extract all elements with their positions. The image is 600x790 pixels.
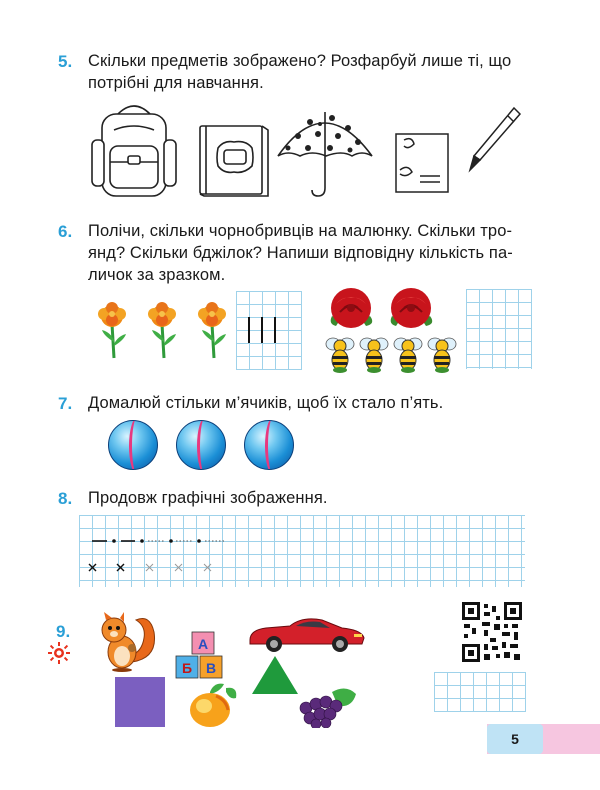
cube-letter-a: А (197, 636, 209, 652)
marigolds-group (92, 302, 234, 360)
backpack-icon[interactable] (88, 100, 180, 202)
rose-2 (391, 288, 433, 328)
page-number: 5 (487, 724, 543, 754)
cube-letter-b: Б (181, 660, 193, 676)
task-6-text (88, 220, 513, 286)
tally-marks-sample (236, 291, 302, 370)
purple-square-shape (115, 677, 165, 727)
marigold-2 (148, 302, 176, 358)
task-6-line-3: личок за зразком. (88, 266, 226, 284)
sun-icon (48, 642, 70, 664)
bee-4 (428, 338, 456, 373)
task-7-number: 7. (58, 394, 73, 413)
task-5-text (88, 50, 511, 94)
marigold-1 (98, 302, 126, 358)
grapes-icon (296, 686, 358, 728)
apple-icon (186, 682, 240, 728)
squirrel-icon (92, 612, 158, 672)
book-icon[interactable] (196, 122, 272, 198)
marigold-3 (198, 302, 226, 358)
rose-1 (331, 288, 373, 328)
ball-1 (108, 420, 158, 470)
page-number-tab (487, 724, 600, 754)
bee-2 (360, 338, 388, 373)
bees-group (324, 334, 464, 374)
bee-1 (326, 338, 354, 373)
task-5-line-2: потрібні для навчання. (88, 74, 264, 92)
umbrella-icon[interactable] (274, 104, 376, 200)
ball-2 (176, 420, 226, 470)
green-triangle-shape (250, 654, 300, 696)
answer-grid-task-9[interactable] (434, 672, 526, 712)
notebook-icon[interactable] (392, 130, 452, 196)
bee-3 (394, 338, 422, 373)
task-5-number: 5. (58, 52, 73, 71)
task-6-number: 6. (58, 222, 73, 241)
task-8-text: Продовж графічні зображення. (88, 489, 328, 507)
ball-3 (244, 420, 294, 470)
task-6-line-2: янд? Скільки бджілок? Напиши відповідну кількість па- (88, 244, 513, 262)
tally-grid-answer[interactable] (466, 289, 532, 369)
letter-cubes-icon (174, 630, 236, 682)
task-7-text: Домалюй стільки м’ячиків, щоб їх стало п’ять. (88, 394, 444, 412)
task-8-number: 8. (58, 489, 73, 508)
task-6-line-1: Полічи, скільки чорнобривців на малюнку. Скільки тро- (88, 222, 513, 240)
task-5-line-1: Скільки предметів зображено? Розфарбуй лише ті, що (88, 52, 512, 70)
pattern-samples (79, 515, 525, 587)
car-icon (246, 614, 368, 654)
cube-letter-v: В (205, 660, 217, 676)
pen-icon[interactable] (464, 104, 524, 174)
task-9-number: 9. (56, 622, 71, 641)
qr-code-icon[interactable] (462, 602, 522, 662)
roses-group (326, 286, 446, 332)
